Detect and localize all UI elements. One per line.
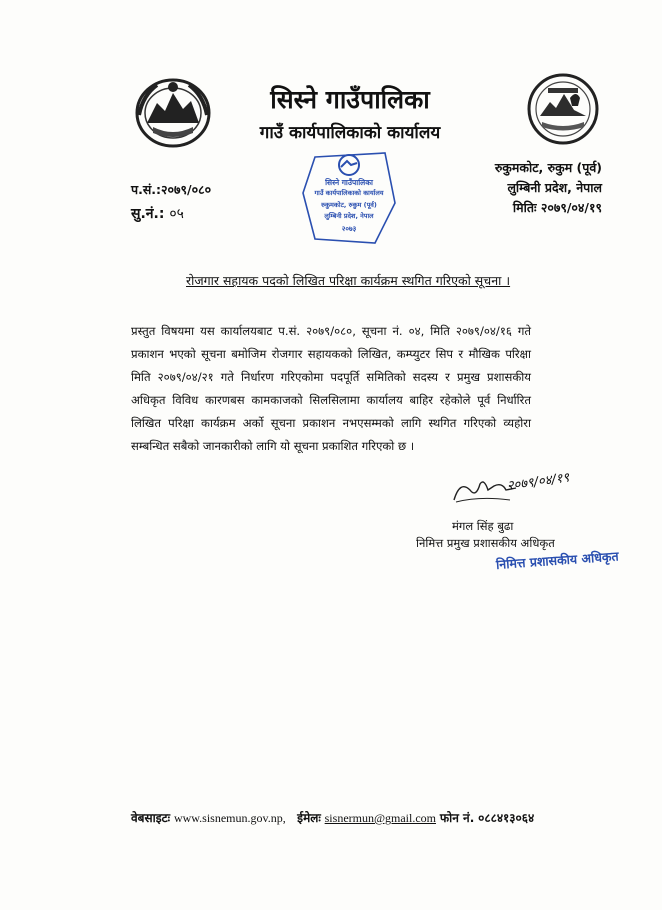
sn-label: सु.नं.: <box>131 206 165 222</box>
date-line <box>430 198 602 218</box>
ps-label: प.सं.: <box>131 182 162 197</box>
ps-number <box>131 181 211 198</box>
address-block <box>430 158 602 218</box>
date-value: २०७९/०४/१९ <box>540 200 602 215</box>
footer <box>131 809 534 826</box>
signatory-designation: निमित्त प्रमुख प्रशासकीय अधिकृत <box>416 536 555 550</box>
sn-number <box>131 204 184 223</box>
address-line2: लुम्बिनी प्रदेश, नेपाल <box>507 180 602 195</box>
address-line1: रुकुमकोट, रुकुम (पूर्व) <box>494 160 602 175</box>
date-label: मितिः <box>512 200 537 215</box>
website-label: वेबसाइटः <box>131 811 171 825</box>
email-link[interactable]: sisnermun@gmail.com <box>324 811 437 825</box>
office-stamp <box>295 143 403 251</box>
ps-value: २०७९/०८० <box>161 182 212 197</box>
phone-number: ०८८४१३०६४ <box>478 811 535 825</box>
stamp-line2: गाउँ कार्यपालिकाको कार्यालय <box>314 189 384 197</box>
designation-stamp: निमित्त प्रशासकीय अधिकृत <box>495 548 620 572</box>
sn-value: ०५ <box>169 206 184 222</box>
stamp-line4: लुम्बिनी प्रदेश, नेपाल <box>324 212 374 220</box>
stamp-line5: २०७३ <box>341 225 357 233</box>
signatory-name: मंगल सिंह बुढा <box>452 519 514 533</box>
handwritten-date: २०७९/०४/१९ <box>505 470 571 494</box>
phone-label: फोन नं. <box>439 811 475 825</box>
website-link[interactable]: www.sisnemun.gov.np, <box>173 811 286 825</box>
office-subtitle: गाउँ कार्यपालिकाको कार्यालय <box>259 123 441 143</box>
notice-body: प्रस्तुत विषयमा यस कार्यालयबाट प.सं. २०७९/०८०, सूचना नं. ०४, मिति २०७९/०४/१६ गते प्रकाशन भएको सूचना बमोजिम रोजगार सहायकको लिखित, कम्प्युटर सिप र मौखिक परिक्षा मिति २०७९/०४/२१ गते निर्धारण गरिएकोमा पदपूर्ति समितिको सदस्य र प्रमुख प्रशासकीय अधिकृत विविध कारणबस कामकाजको सिलसिलामा कार्यालय बाहिर रहेकोले पूर्व निर्धारित लिखित परिक्षा कार्यक्रम अर्को सूचना प्रकाशन नभएसम्मको लागि स्थगित गरिएको व्यहोरा सम्बन्धित सबैको जानकारीको लागि यो सूचना प्रकाशित गरिएको छ । <box>131 324 531 453</box>
stamp-line1: सिस्ने गाउँपालिका <box>325 178 373 187</box>
page-title: सिस्ने गाउँपालिका <box>270 85 430 114</box>
stamp-line3: रुकुमकोट, रुकुम (पूर्व) <box>321 201 377 209</box>
notice-subject: रोजगार सहायक पदको लिखित परिक्षा कार्यक्रम स्थगित गरिएको सूचना । <box>186 273 511 288</box>
municipality-logo-icon <box>526 72 601 147</box>
email-label: ईमेलः <box>297 811 321 825</box>
